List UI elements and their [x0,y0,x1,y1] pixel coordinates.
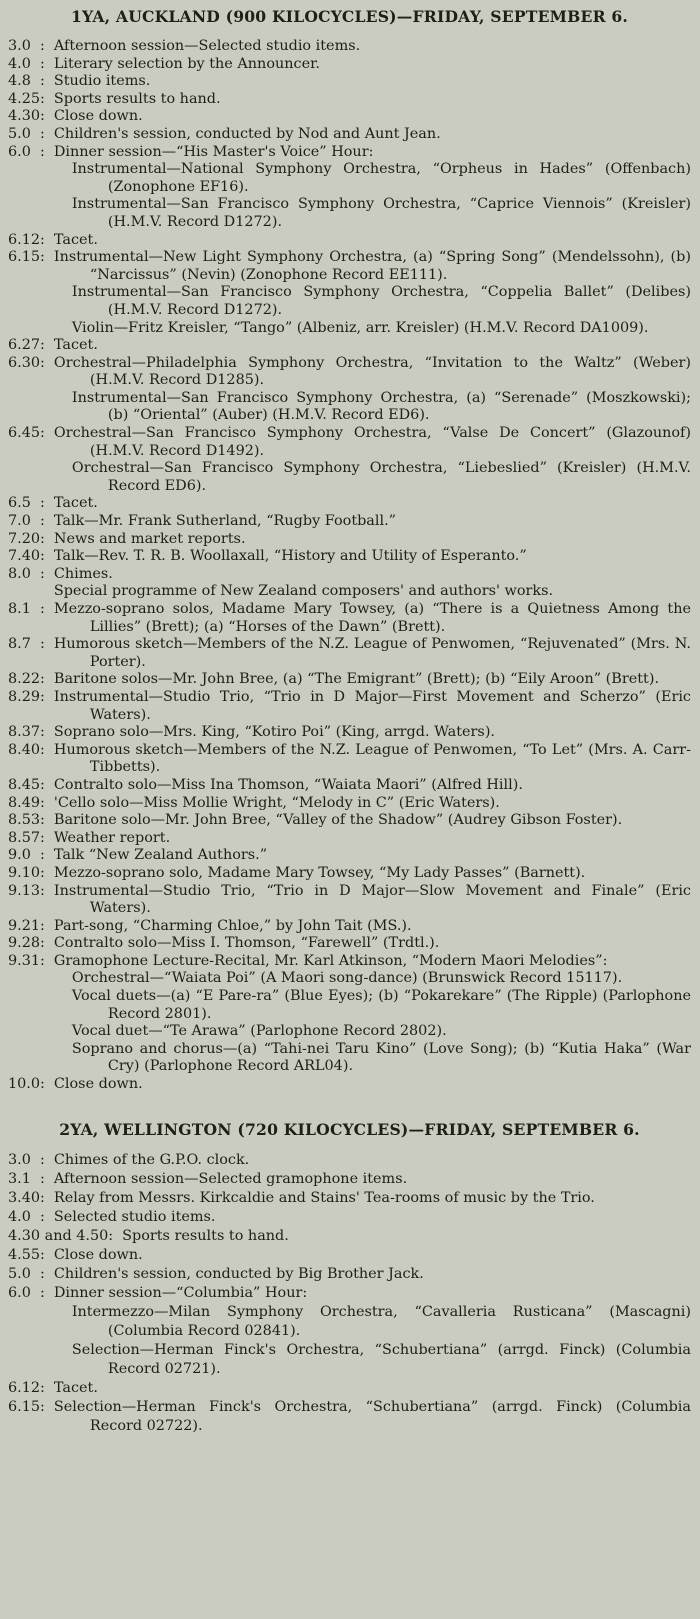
schedule-entry [8,601,691,636]
entry-time: 8.57 : [8,830,45,848]
entry-text: Selected studio items. [53,1208,216,1225]
entry-time: 10.0 : [8,1076,45,1094]
entry-text: Dinner session—“Columbia” Hour: [53,1284,308,1301]
station-title: 2YA, WELLINGTON (720 KILOCYCLES)—FRIDAY, SEPTEMBER 6. [59,1119,640,1139]
entry-subitem: Intermezzo—Milan Symphony Orchestra, “Cavalleria Rusticana” (Mascagni) (Columbia Record 02841). [71,1303,691,1339]
entry-text: Children's session, conducted by Nod and Aunt Jean. [53,125,441,142]
schedule-entry [8,126,691,144]
schedule-entry [8,847,691,865]
entry-time: 3.0 : [8,1151,45,1170]
entry-text: Studio items. [53,73,151,90]
schedule-entry [8,73,691,91]
schedule-entry [8,1151,691,1170]
schedule-entry [8,1284,691,1379]
schedule-entry [8,144,691,232]
schedule-entry [8,777,691,795]
entry-time: 6.27 : [8,337,45,355]
schedule-entry [8,1076,691,1094]
schedule-entry [8,1265,691,1284]
entry-text: Tacet. [53,1379,98,1396]
schedule-entry [8,830,691,848]
schedule-entry [8,1189,691,1208]
entry-time: 4.0 : [8,56,45,74]
entry-text: Talk—Mr. Frank Sutherland, “Rugby Football.” [53,513,397,530]
schedule-list [8,1151,691,1436]
entry-time: 5.0 : [8,126,45,144]
schedule-list [8,38,691,1094]
schedule-entry [8,355,691,425]
entry-time: 6.12 : [8,232,45,250]
entry-time: 3.1 : [8,1170,45,1189]
schedule-entry [8,918,691,936]
entry-time: 6.15 : [8,1398,45,1417]
entry-time: 7.40 : [8,548,45,566]
schedule-entry [8,548,691,566]
schedule-entry [8,56,691,74]
schedule-entry [8,495,691,513]
entry-time: 8.37 : [8,724,45,742]
station-section-2ya-wellington [8,1120,691,1436]
entry-subitem: Vocal duets—(a) “E Pare-ra” (Blue Eyes); (b) “Pokarekare” (The Ripple) (Parlophone Record 2801). [71,988,691,1022]
entry-text: Tacet. [53,337,98,354]
schedule-entry [8,566,691,601]
entry-text: Instrumental—New Light Symphony Orchestra, (a) “Spring Song” (Mendelssohn), (b) “Narcissus” (Nevin) (Zonophone Record EE111). [53,249,691,283]
entry-text: Tacet. [53,495,98,512]
entry-time: 9.0 : [8,847,45,865]
entry-time: 8.45 : [8,777,45,795]
entry-text: Children's session, conducted by Big Brother Jack. [53,1265,424,1282]
entry-text: Mezzo-soprano solo, Madame Mary Towsey, “My Lady Passes” (Barnett). [53,864,586,881]
schedule-entry [8,953,691,1076]
entry-time: 7.0 : [8,513,45,531]
station-title: 1YA, AUCKLAND (900 KILOCYCLES)—FRIDAY, SEPTEMBER 6. [70,7,629,26]
entry-text: News and market reports. [53,530,246,547]
entry-text: Sports results to hand. [53,90,221,107]
entry-text: Humorous sketch—Members of the N.Z. League of Penwomen, “Rejuvenated” (Mrs. N. Porter). [53,636,691,670]
entry-time: 4.8 : [8,73,45,91]
entry-time: 4.25 : [8,91,45,109]
schedule-entry [8,935,691,953]
entry-subitem: Instrumental—San Francisco Symphony Orchestra, “Caprice Viennois” (Kreisler) (H.M.V. Record D1272). [71,196,691,230]
entry-text: Afternoon session—Selected studio items. [53,38,361,54]
schedule-entry [8,249,691,337]
entry-text: Gramophone Lecture-Recital, Mr. Karl Atkinson, “Modern Maori Melodies”: [53,952,608,969]
entry-text: Sports results to hand. [122,1227,289,1244]
entry-text: 'Cello solo—Miss Mollie Wright, “Melody in C” (Eric Waters). [53,794,500,811]
entry-time: 8.22 : [8,671,45,689]
entry-text: Talk “New Zealand Authors.” [53,847,268,864]
schedule-entry [8,513,691,531]
schedule-entry [8,108,691,126]
schedule-entry [8,1398,691,1436]
schedule-entry [8,724,691,742]
entry-time: 4.0 : [8,1208,45,1227]
schedule-entry [8,795,691,813]
entry-continuation: Special programme of New Zealand composers' and authors' works. [53,583,554,600]
schedule-entry [8,425,691,495]
entry-time: 9.31 : [8,953,45,971]
schedule-entry [8,689,691,724]
entry-text: Tacet. [53,231,98,248]
entry-text: Baritone solo—Mr. John Bree, “Valley of the Shadow” (Audrey Gibson Foster). [53,812,623,829]
entry-time: 8.1 : [8,601,45,619]
entry-time: 8.49 : [8,795,45,813]
entry-time: 6.30 : [8,355,45,373]
entry-text: Instrumental—Studio Trio, “Trio in D Major—Slow Movement and Finale” (Eric Waters). [53,882,691,917]
entry-subitem: Violin—Fritz Kreisler, “Tango” (Albeniz, arr. Kreisler) (H.M.V. Record DA1009). [71,319,649,336]
entry-text: Baritone solos—Mr. John Bree, (a) “The Emigrant” (Brett); (b) “Eily Aroon” (Brett). [53,671,660,688]
entry-time: 9.13 : [8,883,45,901]
entry-text: Instrumental—Studio Trio, “Trio in D Major—First Movement and Scherzo” (Eric Waters). [53,688,691,723]
schedule-entry [8,1208,691,1227]
entry-time: 6.45 : [8,425,45,443]
schedule-entry [8,742,691,777]
entry-text: Orchestral—Philadelphia Symphony Orchestra, “Invitation to the Waltz” (Weber) (H.M.V. Record D1285). [53,354,691,389]
schedule-entry [8,1379,691,1398]
entry-time: 9.21 : [8,918,45,936]
entry-subitem: Selection—Herman Finck's Orchestra, “Schubertiana” (arrgd. Finck) (Columbia Record 02721). [71,1341,691,1377]
entry-time: 4.30 : [8,108,45,126]
entry-time: 8.7 : [8,636,45,654]
entry-time: 9.10 : [8,865,45,883]
entry-time: 9.28 : [8,935,45,953]
entry-text: Close down. [53,1076,143,1093]
schedule-entry [8,1170,691,1189]
schedule-entry [8,38,691,56]
entry-text: Part-song, “Charming Chloe,” by John Tait (MS.). [53,917,412,934]
entry-time: 3.40 : [8,1189,45,1208]
entry-subitem: Instrumental—San Francisco Symphony Orchestra, (a) “Serenade” (Moszkowski); (b) “Oriental” (Auber) (H.M.V. Record ED6). [71,389,691,424]
entry-time: 3.0 : [8,38,45,56]
schedule-entry [8,1227,691,1246]
entry-text: Contralto solo—Miss Ina Thomson, “Waiata Maori” (Alfred Hill). [53,776,523,793]
entry-subitem: Orchestral—San Francisco Symphony Orchestra, “Liebeslied” (Kreisler) (H.M.V. Record ED6). [71,460,691,494]
entry-text: Weather report. [53,829,171,846]
entry-text: Dinner session—“His Master's Voice” Hour: [53,143,374,160]
entry-time: 6.0 : [8,1284,45,1303]
entry-time: 8.53 : [8,812,45,830]
entry-text: Selection—Herman Finck's Orchestra, “Schubertiana” (arrgd. Finck) (Columbia Record 02722). [53,1398,691,1434]
entry-time: 8.29 : [8,689,45,707]
entry-subitem: Vocal duet—“Te Arawa” (Parlophone Record 2802). [71,1023,447,1040]
entry-subitem: Soprano and chorus—(a) “Tahi-nei Taru Kino” (Love Song); (b) “Kutia Haka” (War Cry) (Parlophone Record ARL04). [71,1040,691,1075]
entry-subitem: Instrumental—San Francisco Symphony Orchestra, “Coppelia Ballet” (Delibes) (H.M.V. Record D1272). [71,284,691,318]
entry-text: Relay from Messrs. Kirkcaldie and Stains' Tea-rooms of music by the Trio. [53,1189,595,1206]
entry-time: 4.30 and 4.50 : [8,1227,113,1246]
station-section-1ya-auckland [8,7,691,1094]
schedule-entry [8,232,691,250]
entry-time: 6.12 : [8,1379,45,1398]
entry-text: Chimes. [53,565,113,582]
entry-time: 7.20 : [8,531,45,549]
schedule-entry [8,812,691,830]
schedule-entry [8,531,691,549]
entry-time: 6.0 : [8,144,45,162]
entry-text: Close down. [53,108,143,125]
schedule-entry [8,636,691,671]
entry-time: 5.0 : [8,1265,45,1284]
entry-text: Close down. [53,1246,143,1263]
schedule-entry [8,865,691,883]
schedule-entry [8,91,691,109]
entry-text: Literary selection by the Announcer. [53,55,320,72]
schedule-entry [8,883,691,918]
entry-time: 8.0 : [8,566,45,584]
entry-time: 6.5 : [8,495,45,513]
entry-time: 6.15 : [8,249,45,267]
entry-text: Mezzo-soprano solos, Madame Mary Towsey, (a) “There is a Quietness Among the Lillies” (Brett); (a) “Horses of the Dawn” (Brett). [53,601,691,635]
entry-text: Humorous sketch—Members of the N.Z. League of Penwomen, “To Let” (Mrs. A. Carr-Tibbetts). [53,741,691,776]
entry-text: Orchestral—San Francisco Symphony Orchestra, “Valse De Concert” (Glazounof) (H.M.V. Record D1492). [53,425,691,459]
schedule-entry [8,671,691,689]
schedule-entry [8,1246,691,1265]
entry-text: Soprano solo—Mrs. King, “Kotiro Poi” (King, arrgd. Waters). [53,724,496,741]
entry-text: Talk—Rev. T. R. B. Woollaxall, “History and Utility of Esperanto.” [53,548,527,565]
entry-text: Contralto solo—Miss I. Thomson, “Farewell” (Trdtl.). [53,935,440,952]
entry-subitem: Instrumental—National Symphony Orchestra, “Orpheus in Hades” (Offenbach) (Zonophone EF16). [71,161,691,195]
entry-time: 4.55 : [8,1246,45,1265]
entry-time: 8.40 : [8,742,45,760]
entry-text: Afternoon session—Selected gramophone items. [53,1170,408,1187]
entry-subitem: Orchestral—“Waiata Poi” (A Maori song-dance) (Brunswick Record 15117). [71,970,623,987]
entry-text: Chimes of the G.P.O. clock. [53,1151,250,1168]
schedule-entry [8,337,691,355]
